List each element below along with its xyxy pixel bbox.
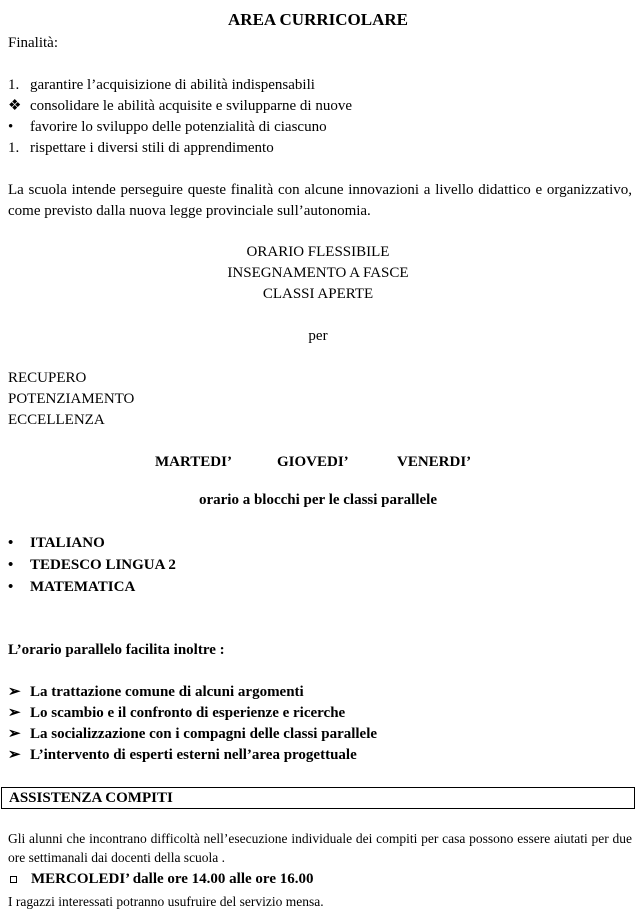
vantaggio-item: ➢ L’intervento di esperti esterni nell’area progettuale (8, 745, 357, 766)
arrow-bullet-icon: ➢ (8, 705, 21, 721)
materia-item: • ITALIANO (8, 533, 105, 554)
number-marker: 1. (8, 77, 20, 93)
square-bullet-icon (10, 876, 17, 883)
bullet-icon: • (8, 557, 14, 573)
assistenza-heading-box (1, 787, 635, 809)
materia-item: • TEDESCO LINGUA 2 (8, 555, 176, 576)
bullet-icon: • (8, 579, 14, 595)
obiettivo: ECCELLENZA (8, 412, 105, 428)
giorno: MARTEDI’ (155, 454, 232, 470)
vantaggio-item: ➢ Lo scambio e il confronto di esperienze e ricerche (8, 703, 345, 724)
bullet-icon: • (8, 119, 14, 135)
materia-item: • MATEMATICA (8, 577, 135, 598)
mensa-note: I ragazzi interessati potranno usufruire del servizio mensa. (8, 894, 324, 909)
vantaggio-item: ➢ La trattazione comune di alcuni argomenti (8, 682, 304, 703)
assistenza-paragraph: Gli alunni che incontrano difficoltà nell’esecuzione individuale dei compiti per casa possono essere aiutati per due ore settimanali dai docenti della scuola . (8, 831, 632, 865)
orario-blocchi: orario a blocchi per le classi parallele (198, 492, 437, 508)
obiettivo: RECUPERO (8, 370, 87, 386)
parallelo-heading: L’orario parallelo facilita inoltre : (8, 642, 225, 658)
centered-line: CLASSI APERTE (262, 286, 374, 302)
page-title: AREA CURRICOLARE (228, 10, 408, 29)
giorno: VENERDI’ (397, 454, 472, 470)
list-item: • favorire lo sviluppo delle potenzialità di ciascuno (8, 117, 327, 138)
bullet-icon: • (8, 535, 14, 551)
obiettivo: POTENZIAMENTO (8, 391, 135, 407)
arrow-bullet-icon: ➢ (8, 684, 21, 700)
finalita-label: Finalità: (8, 35, 58, 51)
arrow-bullet-icon: ➢ (8, 726, 21, 742)
list-item: 1. rispettare i diversi stili di apprendimento (8, 138, 274, 159)
list-item: ❖ consolidare le abilità acquisite e svilupparne di nuove (8, 96, 352, 117)
intro-paragraph: La scuola intende perseguire queste finalità con alcune innovazioni a livello didattico e organizzativo, come previsto dalla nuova legge provinciale sull’autonomia. (8, 182, 632, 219)
giorno: GIOVEDI’ (277, 454, 349, 470)
assistenza-heading: ASSISTENZA COMPITI (9, 790, 173, 806)
diamond-bullet-icon: ❖ (8, 98, 22, 114)
mercoledi-item: MERCOLEDI’ dalle ore 14.00 alle ore 16.00 (8, 869, 313, 890)
arrow-bullet-icon: ➢ (8, 747, 21, 763)
centered-line: ORARIO FLESSIBILE (246, 244, 390, 260)
number-marker: 1. (8, 140, 20, 156)
vantaggio-item: ➢ La socializzazione con i compagni delle classi parallele (8, 724, 377, 745)
per-text: per (308, 328, 328, 344)
centered-line: INSEGNAMENTO A FASCE (227, 265, 409, 281)
list-item: 1. garantire l’acquisizione di abilità indispensabili (8, 75, 315, 96)
